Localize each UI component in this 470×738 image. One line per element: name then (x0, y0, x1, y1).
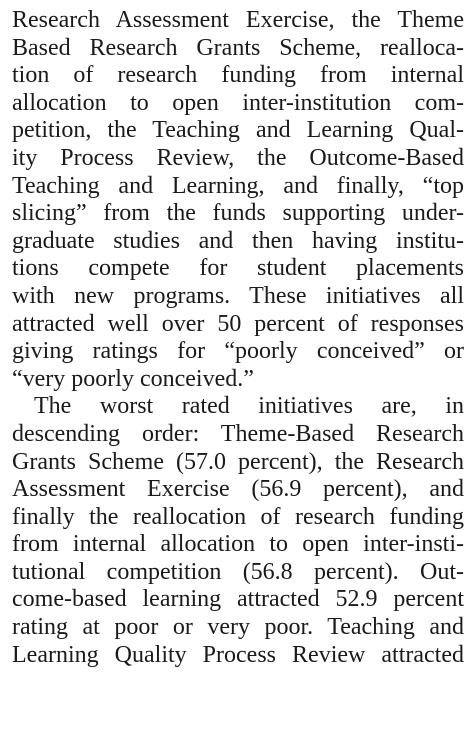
text-line: rating at poor or very poor. Teaching and (12, 614, 464, 641)
text-line: come-based learning attracted 52.9 percent (12, 586, 464, 613)
text-line: from internal allocation to open inter-insti- (12, 531, 464, 558)
text-line: slicing” from the funds supporting under- (12, 200, 464, 227)
text-line: Learning Quality Process Review attracted (12, 641, 464, 668)
text-line: tions compete for student placements (12, 255, 464, 282)
text-line: attracted well over 50 percent of responses (12, 310, 464, 337)
text-line: tutional competition (56.8 percent). Out- (12, 558, 464, 585)
text-line: ity Process Review, the Outcome-Based (12, 144, 464, 171)
paragraph-2 (12, 393, 464, 669)
text-line: allocation to open inter-institution com- (12, 89, 464, 116)
text-line: tion of research funding from internal (12, 62, 464, 89)
text-line: Grants Scheme (57.0 percent), the Research (12, 448, 464, 475)
text-line: graduate studies and then having institu- (12, 227, 464, 254)
text-line: “very poorly conceived.” (12, 365, 254, 392)
text-line: finally the reallocation of research funding (12, 503, 464, 530)
text-line: Assessment Exercise (56.9 percent), and (12, 476, 464, 503)
text-line: descending order: Theme-Based Research (12, 420, 464, 447)
text-line: giving ratings for “poorly conceived” or (12, 338, 464, 365)
text-line: The worst rated initiatives are, in (34, 393, 464, 420)
text-line: Teaching and Learning, and finally, “top (12, 172, 464, 199)
text-line: Based Research Grants Scheme, realloca- (12, 34, 464, 61)
text-line: petition, the Teaching and Learning Qual- (12, 117, 464, 144)
text-line: with new programs. These initiatives all (12, 282, 464, 309)
paragraph-1 (12, 7, 464, 393)
text-line: Research Assessment Exercise, the Theme (12, 7, 464, 33)
document-page (12, 7, 464, 669)
